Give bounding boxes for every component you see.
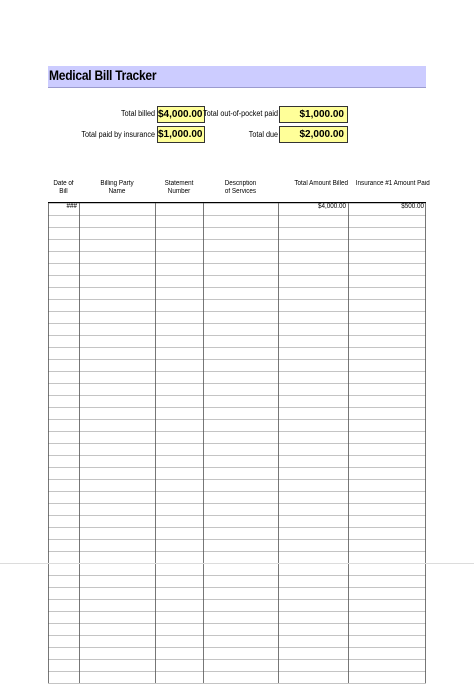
header-statement-number: Statement Number (164, 180, 194, 195)
cell-total-billed-first[interactable]: $4,000.00 (317, 203, 346, 210)
header-billing-party-name: Billing Party Name (100, 180, 134, 195)
title-bar (48, 66, 426, 88)
total-due-value[interactable]: $2,000.00 (279, 126, 348, 143)
header-total-amount-billed: Total Amount Billed (294, 180, 348, 187)
header-insurance-amount-paid: Insurance #1 Amount Paid (355, 180, 430, 187)
total-out-of-pocket-label: Total out-of-pocket paid (203, 109, 278, 118)
table-grid[interactable] (48, 203, 426, 686)
total-billed-label: Total billed (120, 109, 155, 118)
cell-date-first[interactable]: ### (66, 203, 77, 210)
header-description-of-services: Description of Services (224, 180, 257, 195)
header-date-of-bill: Date of Bill (53, 180, 74, 195)
page-title: Medical Bill Tracker (49, 67, 157, 83)
total-billed-value[interactable]: $4,000.00 (157, 106, 205, 123)
total-due-label: Total due (248, 130, 278, 139)
cell-insurance-paid-first[interactable]: $500.00 (401, 203, 424, 210)
total-out-of-pocket-value[interactable]: $1,000.00 (279, 106, 348, 123)
page-divider (0, 563, 474, 564)
total-paid-by-insurance-label: Total paid by insurance (81, 130, 155, 139)
total-paid-by-insurance-value[interactable]: $1,000.00 (157, 126, 205, 143)
